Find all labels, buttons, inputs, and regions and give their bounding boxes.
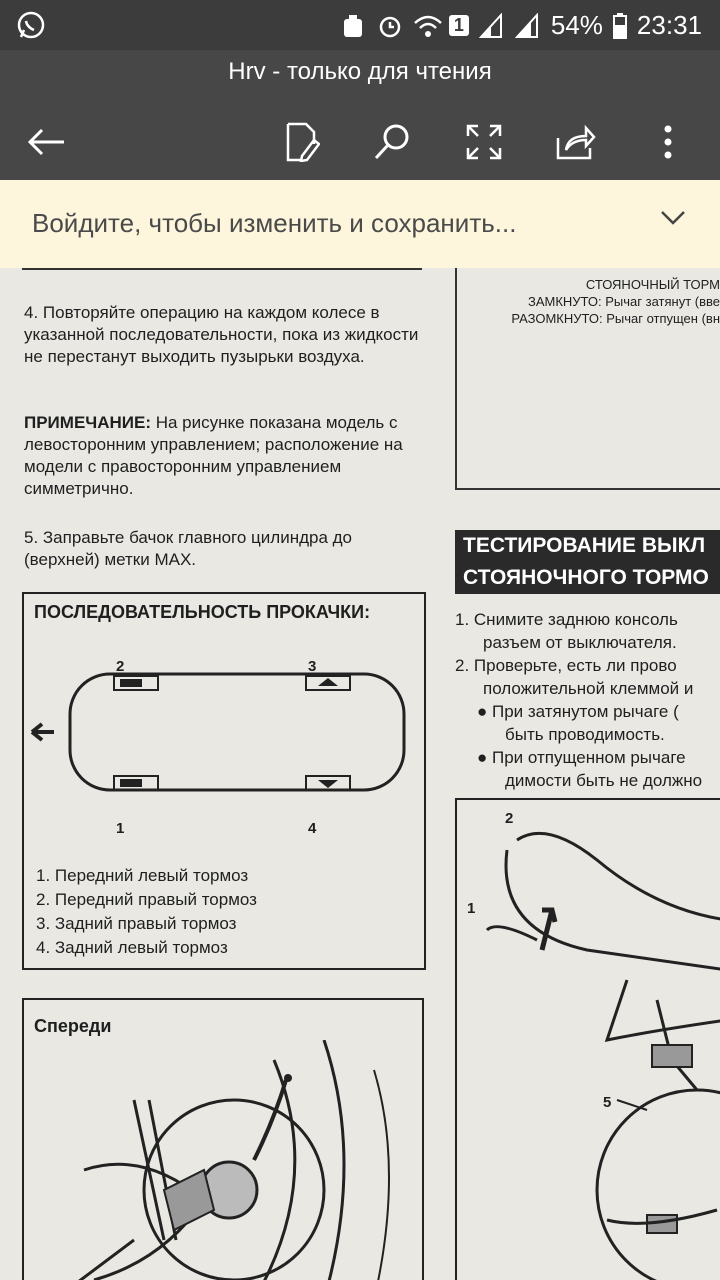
text-line: 1. Снимите заднюю консоль bbox=[455, 610, 678, 629]
text-line: 2. Проверьте, есть ли прово bbox=[455, 656, 677, 675]
section-heading bbox=[455, 530, 720, 594]
sequence-list bbox=[36, 864, 257, 960]
signal-icon bbox=[479, 13, 505, 39]
whatsapp-icon bbox=[16, 10, 46, 45]
text-line: быть проводимость. bbox=[505, 725, 665, 744]
text-line: разъем от выключателя. bbox=[483, 633, 677, 652]
chevron-down-icon[interactable] bbox=[660, 210, 686, 231]
wheel-number: 1 bbox=[116, 820, 125, 837]
parking-brake-lever-illustration bbox=[457, 800, 720, 1280]
note-text: На рисунке показана модель с левосторонним управлением; расположение на модели с правосторонним управлением симметрично. bbox=[24, 413, 403, 498]
expand-icon bbox=[466, 124, 502, 160]
alarm-icon bbox=[377, 13, 403, 39]
sequence-title: ПОСЛЕДОВАТЕЛЬНОСТЬ ПРОКАЧКИ: bbox=[34, 602, 371, 622]
signal-icon bbox=[515, 13, 541, 39]
document-page[interactable] bbox=[0, 268, 720, 1280]
text-line: ● При затянутом рычаге ( bbox=[477, 702, 679, 721]
edit-button[interactable] bbox=[278, 118, 326, 166]
parking-brake-diagram-box bbox=[455, 798, 720, 1280]
text-line: ● При отпущенном рычаге bbox=[477, 748, 686, 767]
more-vertical-icon bbox=[663, 124, 673, 160]
note-label: ПРИМЕЧАНИЕ: bbox=[24, 413, 151, 432]
more-options-button[interactable] bbox=[644, 118, 692, 166]
fullscreen-button[interactable] bbox=[460, 118, 508, 166]
caption-line: ЗАМКНУТО: Рычаг затянут (вве bbox=[527, 294, 720, 309]
share-button[interactable] bbox=[552, 118, 600, 166]
column-divider bbox=[455, 268, 457, 490]
step-5-text: 5. Заправьте бачок главного цилиндра до (верхней) метки MAX. bbox=[24, 528, 353, 569]
diagram-number: 2 bbox=[505, 810, 514, 827]
wheel-number: 3 bbox=[308, 658, 317, 675]
wheel-number: 4 bbox=[308, 820, 317, 837]
list-item: 2. Передний правый тормоз bbox=[36, 890, 257, 909]
android-debug-icon bbox=[341, 13, 367, 39]
column-divider bbox=[455, 488, 720, 490]
brake-caliper-illustration bbox=[24, 1040, 422, 1280]
search-button[interactable] bbox=[368, 118, 416, 166]
list-item: 3. Задний правый тормоз bbox=[36, 914, 237, 933]
text-line: димости быть не должно bbox=[505, 771, 703, 790]
app-bar bbox=[0, 50, 720, 180]
list-item: 4. Задний левый тормоз bbox=[36, 938, 228, 957]
diagram-number: 1 bbox=[467, 900, 476, 917]
car-outline-diagram bbox=[24, 634, 424, 804]
wheel-number: 2 bbox=[116, 658, 125, 675]
diagram-number: 5 bbox=[603, 1094, 612, 1111]
back-arrow-icon bbox=[26, 127, 66, 157]
status-bar bbox=[0, 0, 720, 50]
caption-line: РАЗОМКНУТО: Рычаг отпущен (вн bbox=[511, 311, 720, 326]
column-divider bbox=[22, 268, 422, 270]
sign-in-banner[interactable] bbox=[0, 180, 720, 269]
heading-line: СТОЯНОЧНОГО ТОРМО bbox=[463, 566, 709, 589]
caption-line: СТОЯНОЧНЫЙ ТОРМ bbox=[585, 277, 720, 292]
text-line: положительной клеммой и bbox=[483, 679, 694, 698]
front-view-box bbox=[22, 998, 424, 1280]
parking-brake-caption bbox=[496, 276, 720, 327]
document-title: Hrv - только для чтения bbox=[228, 58, 492, 85]
back-button[interactable] bbox=[22, 118, 70, 166]
battery-icon bbox=[613, 13, 627, 39]
sim-badge: 1 bbox=[449, 15, 469, 36]
share-icon bbox=[556, 124, 596, 160]
clock: 23:31 bbox=[636, 10, 702, 40]
wifi-icon bbox=[413, 13, 439, 39]
note-paragraph bbox=[24, 412, 424, 500]
heading-line: ТЕСТИРОВАНИЕ ВЫКЛ bbox=[463, 534, 706, 557]
search-icon bbox=[372, 122, 412, 162]
sign-in-banner-text: Войдите, чтобы изменить и сохранить... bbox=[32, 208, 517, 238]
bleeding-sequence-box bbox=[22, 592, 426, 970]
edit-document-icon bbox=[284, 122, 320, 162]
step-4-text: 4. Повторяйте операцию на каждом колесе в указанной последовательности, пока из жидкости не перестанут выходить пузырьки воздуха. bbox=[24, 303, 419, 366]
right-column-instructions bbox=[455, 608, 720, 792]
battery-percent: 54% bbox=[550, 10, 603, 40]
list-item: 1. Передний левый тормоз bbox=[36, 866, 249, 885]
front-label: Спереди bbox=[34, 1016, 112, 1036]
